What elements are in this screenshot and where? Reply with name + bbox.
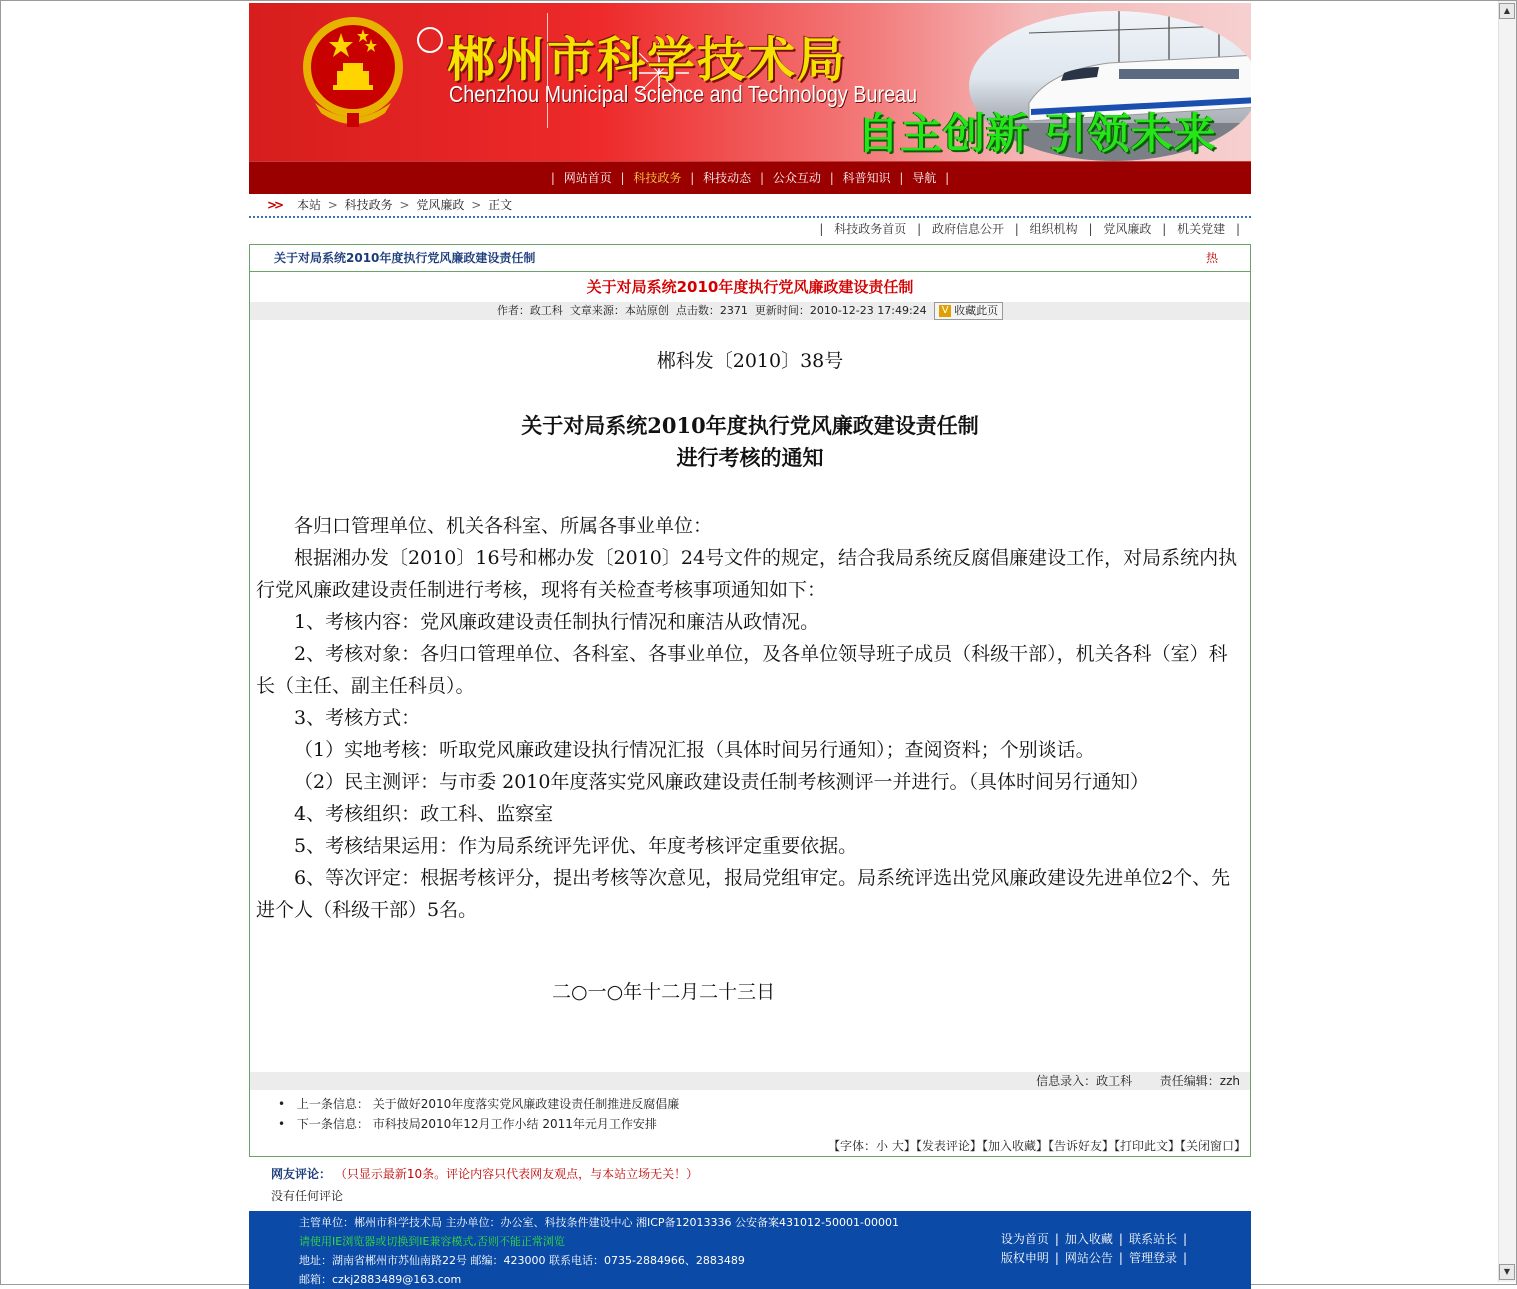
font-size-label: 【字体： [828, 1139, 877, 1153]
v-bookmark-icon: V [939, 305, 951, 317]
article-tools [250, 1136, 1250, 1156]
breadcrumb-current: 正文 [488, 198, 513, 212]
subnav-separator: | [819, 222, 824, 236]
nav-separator: | [899, 171, 904, 185]
font-size-end: 】 [903, 1139, 916, 1153]
paragraph: 4、考核组织：政工科、监察室 [294, 803, 554, 825]
hits-label: 点击数： [675, 304, 720, 317]
breadcrumb-gov-affairs[interactable]: 科技政务 [344, 198, 393, 212]
prev-item [278, 1094, 1250, 1114]
document-body [256, 510, 1244, 926]
nav-item-science[interactable]: 科普知识 [842, 171, 891, 185]
hot-badge: 热 [1205, 251, 1218, 265]
article-meta [250, 302, 1250, 320]
breadcrumb [249, 194, 1251, 218]
author-value: 政工科 [529, 304, 563, 317]
nav-item-guide[interactable]: 导航 [912, 171, 937, 185]
nav-separator: | [945, 171, 950, 185]
article-box [249, 244, 1251, 1157]
article-box-header [250, 245, 1250, 272]
nav-item-interaction[interactable]: 公众互动 [772, 171, 821, 185]
next-item [278, 1114, 1250, 1134]
nav-item-gov-affairs[interactable]: 科技政务 [633, 171, 682, 185]
author-label: 作者： [496, 304, 530, 317]
site-announcement-link[interactable]: 网站公告 [1064, 1251, 1113, 1265]
article-title: 关于对局系统2010年度执行党风廉政建设责任制 [586, 278, 914, 296]
font-big-link[interactable]: 大 [891, 1139, 904, 1153]
article-content [250, 346, 1250, 1008]
source-label: 文章来源： [569, 304, 625, 317]
document-number: 郴科发〔2010〕38号 [656, 350, 844, 372]
font-small-link[interactable]: 小 [876, 1139, 889, 1153]
contact-webmaster-link[interactable]: 联系站长 [1128, 1232, 1177, 1246]
article-box-title: 关于对局系统2010年度执行党风廉政建设责任制 [274, 251, 536, 265]
double-chevron-right-icon: >> [267, 198, 282, 212]
print-link[interactable]: 【打印此文】 [1113, 1139, 1180, 1153]
subnav-separator: | [917, 222, 922, 236]
nav-separator: | [759, 171, 765, 185]
comments-note: （只显示最新10条。评论内容只代表网友观点，与本站立场无关！） [334, 1167, 699, 1181]
subnav-separator: | [1162, 222, 1167, 236]
nav-separator: | [690, 171, 695, 185]
footer-links [1001, 1230, 1193, 1268]
tell-friend-link[interactable]: 【告诉好友】 [1047, 1139, 1114, 1153]
hits-value: 2371 [719, 304, 748, 317]
subnav-separator: | [1088, 222, 1093, 236]
footer-separator: | [1054, 1232, 1059, 1246]
set-homepage-link[interactable]: 设为首页 [1000, 1232, 1049, 1246]
breadcrumb-separator: > [399, 198, 410, 212]
next-label: 下一条信息： [296, 1117, 369, 1131]
paragraph: 3、考核方式： [294, 707, 421, 729]
document-date: 二○一○年十二月二十三日 [552, 981, 776, 1003]
favorite-button[interactable] [934, 302, 1003, 320]
page-wrapper [249, 3, 1251, 1289]
breadcrumb-separator: > [471, 198, 482, 212]
footer-info [299, 1213, 899, 1289]
decorative-ring [417, 27, 443, 53]
nav-item-home[interactable]: 网站首页 [563, 171, 612, 185]
paragraph: （2）民主测评：与市委 2010年度落实党风廉政建设责任制考核测评一并进行。（具体时间另行通知） [294, 771, 1149, 793]
paragraph: 各归口管理单位、机关各科室、所属各事业单位： [294, 515, 713, 537]
updated-value: 2010-12-23 17:49:24 [809, 304, 927, 317]
nav-item-news[interactable]: 科技动态 [703, 171, 752, 185]
entry-label: 信息录入： [1036, 1074, 1097, 1088]
site-banner [249, 3, 1251, 161]
editor-label: 责任编辑： [1159, 1074, 1220, 1088]
nav-separator: | [620, 171, 625, 185]
site-footer [249, 1211, 1251, 1289]
footer-email: 邮箱：czkj2883489@163.com [299, 1273, 462, 1286]
entry-info [250, 1072, 1250, 1090]
subnav-separator: | [1014, 222, 1019, 236]
document-title-line1: 关于对局系统2010年度执行党风廉政建设责任制 [521, 413, 979, 438]
subnav-item-party-integrity[interactable]: 党风廉政 [1103, 222, 1152, 236]
footer-separator: | [1182, 1232, 1187, 1246]
nav-separator: | [829, 171, 834, 185]
national-emblem-icon [301, 13, 405, 133]
site-title-english: Chenzhou Municipal Science and Technology Bureau [449, 81, 918, 107]
nav-separator: | [550, 171, 555, 185]
admin-login-link[interactable]: 管理登录 [1128, 1251, 1177, 1265]
subnav-separator: | [1235, 222, 1240, 236]
subnav-item-info-disclosure[interactable]: 政府信息公开 [931, 222, 1004, 236]
footer-browser-notice: 请使用IE浏览器或切换到IE兼容模式,否则不能正常浏览 [299, 1235, 565, 1248]
entry-value: 政工科 [1096, 1074, 1133, 1088]
footer-separator: | [1118, 1232, 1123, 1246]
footer-separator: | [1182, 1251, 1187, 1265]
prev-link[interactable]: 关于做好2010年度落实党风廉政建设责任制推进反腐倡廉 [372, 1097, 680, 1111]
paragraph: 5、考核结果运用：作为局系统评先评优、年度考核评定重要依据。 [294, 835, 858, 857]
footer-separator: | [1118, 1251, 1123, 1265]
bullet-icon: • [278, 1117, 286, 1131]
subnav-item-organization[interactable]: 组织机构 [1029, 222, 1078, 236]
paragraph: 1、考核内容：党风廉政建设责任制执行情况和廉洁从政情况。 [294, 611, 820, 633]
bullet-icon: • [278, 1097, 286, 1111]
paragraph: 根据湘办发〔2010〕16号和郴办发〔2010〕24号文件的规定，结合我局系统反腐倡廉建设工作，对局系统内执行党风廉政建设责任制进行考核，现将有关检查考核事项通知如下： [256, 547, 1238, 601]
comments-heading: 网友评论： [271, 1167, 332, 1181]
post-comment-link[interactable]: 【发表评论】 [915, 1139, 982, 1153]
breadcrumb-home[interactable]: 本站 [296, 198, 321, 212]
banner-slogan: 自主创新 引领未来 [857, 109, 1217, 158]
updated-label: 更新时间： [754, 304, 810, 317]
paragraph: 6、等次评定：根据考核评分，提出考核等次意见，报局党组审定。局系统评选出党风廉政建设先进单位2个、先进个人（科级干部）5名。 [256, 867, 1231, 921]
breadcrumb-party-integrity[interactable]: 党风廉政 [416, 198, 465, 212]
paragraph: （1）实地考核：听取党风廉政建设执行情况汇报（具体时间另行通知）；查阅资料；个别谈话。 [294, 739, 1095, 761]
comments-empty: 没有任何评论 [271, 1189, 344, 1203]
prev-next-links [250, 1090, 1250, 1134]
favorite-label: 收藏此页 [954, 304, 999, 317]
main-nav [249, 161, 1251, 194]
footer-address: 地址：湖南省郴州市苏仙南路22号 邮编：423000 联系电话：0735-2884966、2883489 [299, 1254, 745, 1267]
comments-section [249, 1157, 1251, 1207]
next-link[interactable]: 市科技局2010年12月工作小结 2011年元月工作安排 [372, 1117, 657, 1131]
breadcrumb-separator: > [327, 198, 338, 212]
footer-sponsor: 主管单位：郴州市科学技术局 主办单位：办公室、科技条件建设中心 湘ICP备12013336 公安备案431012-50001-00001 [299, 1216, 899, 1229]
add-favorite-link[interactable]: 【加入收藏】 [981, 1139, 1048, 1153]
footer-separator: | [1054, 1251, 1059, 1265]
site-title-chinese: 郴州市科学技术局 [447, 32, 848, 88]
scroll-down-arrow-icon[interactable]: ▼ [1499, 1264, 1515, 1280]
sub-nav [249, 218, 1251, 240]
copyright-link[interactable]: 版权申明 [1000, 1251, 1049, 1265]
subnav-item-gov-home[interactable]: 科技政务首页 [834, 222, 907, 236]
editor-value: zzh [1219, 1074, 1240, 1088]
source-value: 本站原创 [624, 304, 669, 317]
scroll-up-arrow-icon[interactable]: ▲ [1499, 3, 1515, 19]
paragraph: 2、考核对象：各归口管理单位、各科室、各事业单位，及各单位领导班子成员（科级干部），机关各科（室）科长（主任、副主任科员）。 [256, 643, 1228, 697]
close-window-link[interactable]: 【关闭窗口】 [1179, 1139, 1246, 1153]
prev-label: 上一条信息： [296, 1097, 369, 1111]
subnav-item-party-building[interactable]: 机关党建 [1177, 222, 1226, 236]
vertical-scrollbar[interactable] [1498, 1, 1516, 1282]
document-title [256, 410, 1244, 474]
footer-add-favorite-link[interactable]: 加入收藏 [1064, 1232, 1113, 1246]
document-title-line2: 进行考核的通知 [676, 445, 824, 470]
